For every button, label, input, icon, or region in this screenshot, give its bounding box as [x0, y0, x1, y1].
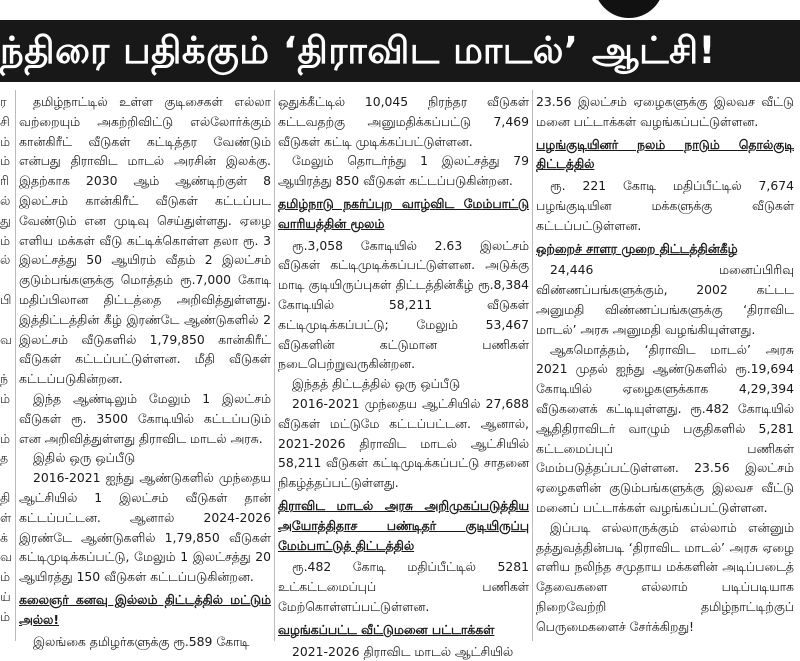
subheading: திராவிட மாடல் அரசு அறிமுகப்படுத்திய அயோத்திதாச பண்டிதர் குடியிருப்பு மேம்பாட்டுத் திட்டத்தில் [278, 497, 529, 553]
margin-stub-fragment: ம் [0, 390, 10, 406]
paragraph: 2016-2021 முந்தைய ஆட்சியில் 27,688 வீடுகள் மட்டுமே கட்டப்பட்டன. ஆனால், 2021-2026 திராவிட மாடல் ஆட்சியில் 58,211 வீடுகள் கட்டிமுடிக்கப்பட்டு சாதனை நிகழ்த்தப்பட்டுள்ளது. [278, 395, 529, 491]
margin-stub-fragment: ம் [0, 430, 10, 446]
paragraph: 2016-2021 ஐந்து ஆண்டுகளில் முந்தைய ஆட்சியில் 1 இலட்சம் வீடுகள் தான் கட்டப்பட்டன. ஆனால் 2024-2026 இரண்டே ஆண்டுகளில் 1,79,850 வீடுகள் கட்டிமுடிக்கப்பட்டு, மேலும் 1 இலட்சத்து 20 ஆயிரத்து 150 வீடுகள் கட்டப்படுகின்றன. [19, 470, 271, 585]
margin-stub-fragment: து [0, 212, 11, 228]
article-column-3 [536, 92, 794, 637]
article-column-2 [278, 92, 529, 661]
margin-stub-fragment: ல் [0, 252, 11, 268]
margin-stub-fragment: ந் [0, 371, 8, 387]
column-divider [274, 90, 275, 641]
margin-stub-fragment: ரி [0, 173, 9, 189]
margin-stub-column [0, 92, 14, 627]
margin-stub-fragment: ம் [0, 232, 10, 248]
margin-stub-fragment: ம் [0, 569, 10, 585]
margin-stub-fragment: க் [0, 529, 8, 545]
column-divider [15, 90, 16, 641]
margin-stub-fragment: வ [0, 331, 12, 347]
subheading: தமிழ்நாடு நகர்ப்புற வாழ்விட மேம்பாட்டு வாரியத்தின் மூலம் [278, 195, 529, 231]
subheading: கலைஞர் கனவு இல்லம் திட்டத்தில் மட்டும் அல்ல! [19, 591, 271, 627]
paragraph: இந்தத் திட்டத்தில் ஒரு ஒப்பீடு [292, 376, 461, 392]
margin-stub-fragment: சி [0, 113, 10, 129]
paragraph: ஒதுக்கீட்டில் 10,045 நிரந்தர வீடுகள் கட்டவதற்கு அனுமதிக்கப்பட்டு 7,469 வீடுகள் கட்டி முடிக்கப்பட்டுள்ளன. [278, 94, 529, 149]
subheading: பழங்குடியினர் நலம் நாடும் தொல்குடி திட்டத்தில் [536, 136, 794, 172]
margin-stub-fragment: த [0, 450, 9, 466]
paragraph: 23.56 இலட்சம் ஏழைகளுக்கு இலவச வீட்டு மனை பட்டாக்கள் வழங்கப்பட்டுள்ளன. [536, 94, 794, 129]
article-column-1 [19, 92, 271, 651]
headline-banner [0, 20, 800, 82]
margin-stub-fragment: ல் [0, 192, 11, 208]
margin-stub-fragment: ள் [0, 509, 12, 525]
paragraph: இந்த ஆண்டிலும் மேலும் 1 இலட்சம் வீடுகள் ரூ. 3500 கோடியில் கட்டப்படும் என அறிவித்துள்ளது திராவிட மாடல் அரசு. [19, 390, 271, 446]
paragraph: மேலும் தொடர்ந்து 1 இலட்சத்து 79 ஆயிரத்து 850 வீடுகள் கட்டப்படுகின்றன. [278, 153, 529, 189]
margin-stub-fragment [0, 349, 14, 369]
paragraph: தமிழ்நாட்டில் உள்ள குடிசைகள் எல்லா வற்றையும் அகற்றிவிட்டு எல்லோர்க்கும் கான்கிரீட் வீடுகள் கட்டித்தர வேண்டும் என்பது திராவிட மாடல் அரசின் இலக்கு. இதற்காக 2030 ஆம் ஆண்டிற்குள் 8 இலட்சம் கான்கிரீட் வீடுகள் கட்டப்பட வேண்டும் என முடிவு செய்துள்ளது. ஏழை எளிய மக்கள் வீடு கட்டிக்கொள்ள தலா ரூ. 3 இலட்சத்து 50 ஆயிரம் வீதம் 2 இலட்சம் குடும்பங்களுக்கு மொத்தம் ரூ.7,000 கோடி மதிப்பிலான திட்டத்தை அறிவித்துள்ளது. இத்திட்டத்தின் கீழ் இரண்டே ஆண்டுகளில் 2 இலட்சம் வீடுகளில் 1,79,850 கான்கிரீட் வீடுகள் கட்டப்பட்டுள்ளன. மீதி வீடுகள் கட்டப்படுகின்றன. [19, 94, 271, 387]
margin-stub-fragment: ய் [0, 588, 11, 604]
margin-stub-fragment [0, 409, 14, 429]
margin-stub-fragment: தி [0, 489, 11, 505]
paragraph: ரூ. 221 கோடி மதிப்பீட்டில் 7,674 பழங்குடியின மக்களுக்கு வீடுகள் கட்டப்பட்டுள்ளன. [536, 178, 794, 233]
paragraph: 2021-2026 திராவிட மாடல் ஆட்சியில் [292, 643, 514, 659]
headline: ந்திரை பதிக்கும் ‘திராவிட மாடல்’ ஆட்சி! [0, 29, 716, 72]
top-decoration [594, 0, 664, 18]
margin-stub-fragment [0, 468, 14, 488]
paragraph: இலங்கை தமிழர்களுக்கு ரூ.589 கோடி [33, 633, 250, 649]
margin-stub-fragment [0, 310, 14, 330]
margin-stub-fragment: வ [0, 549, 12, 565]
margin-stub-fragment: ர [0, 94, 7, 109]
margin-stub-fragment: ம் [0, 133, 10, 149]
margin-stub-fragment: பி [0, 291, 12, 307]
margin-stub-fragment: ம் [0, 608, 10, 624]
paragraph: 24,446 மனைப்பிரிவு விண்ணப்பங்களுக்கும், 2002 கட்டட அனுமதி விண்ணப்பங்களுக்கு ‘திராவிட மாடல்’ அரசு அனுமதி வழங்கியுள்ளது. [536, 262, 794, 337]
subheading: ஒற்றைச் சாளர முறை திட்டத்தின்கீழ் [536, 240, 738, 256]
paragraph: ஆகமொத்தம், ‘திராவிட மாடல்’ அரசு 2021 முதல் ஐந்து ஆண்டுகளில் ரூ.19,694 கோடியில் ஏழைகளுக்காக 4,29,394 வீடுகளைக் கட்டியுள்ளது. ரூ.482 கோடியில் ஆதிதிராவிடர் வாழும் பகுதிகளில் 5,281 கட்டமைப்புப் பணிகள் மேம்படுத்தப்பட்டுள்ளன. 23.56 இலட்சம் ஏழைகளின் குடும்பங்களுக்கு இலவச வீட்டு மனைப் பட்டாக்கள் வழங்கப்பட்டுள்ளன. [536, 341, 794, 515]
paragraph: இதில் ஒரு ஒப்பீடு [33, 450, 136, 466]
margin-stub-fragment: ம் [0, 153, 10, 169]
paragraph: ரூ.3,058 கோடியில் 2.63 இலட்சம் வீடுகள் கட்டிமுடிக்கப்பட்டுள்ளன. அடுக்கு மாடி குடியிருப்புகள் திட்டத்தின்கீழ் ரூ.8,384 கோடியில் 58,211 வீடுகள் கட்டிமுடிக்கப்பட்டு; மேலும் 53,467 வீடுகளின் கட்டுமான பணிகள் நடைபெற்றுவருகின்றன. [278, 237, 529, 372]
margin-stub-fragment [0, 270, 14, 290]
subheading: வழங்கப்பட்ட வீட்டுமனை பட்டாக்கள் [278, 621, 495, 637]
paragraph: ரூ.482 கோடி மதிப்பீட்டில் 5281 உட்கட்டமைப்புப் பணிகள் மேற்கொள்ளப்பட்டுள்ளன. [278, 559, 529, 614]
paragraph: இப்படி எல்லாருக்கும் எல்லாம் என்னும் தத்துவத்தின்படி ‘திராவிட மாடல்’ அரசு ஏழை எளிய நலிந்த சமுதாய மக்களின் அடிப்படைத் தேவைகளை எல்லாம் படிப்படியாக நிறைவேற்றி தமிழ்நாட்டிற்குப் பெருமைகளைச் சேர்க்கிறது! [536, 519, 794, 634]
column-divider [532, 90, 533, 641]
